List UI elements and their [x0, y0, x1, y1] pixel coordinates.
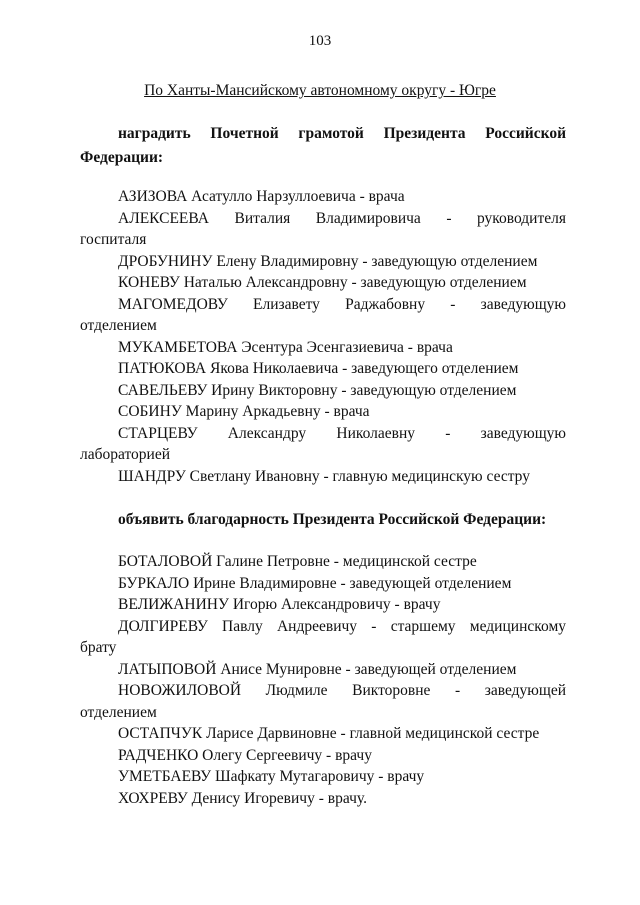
list-item-text: КОНЕВУ Наталью Александровну - заведующую отделением	[118, 274, 527, 291]
list-item-text: РАДЧЕНКО Олегу Сергеевичу - врачу	[118, 746, 372, 764]
list-item-text: УМЕТБАЕВУ Шафкату Мутагаровичу - врачу	[118, 768, 425, 785]
award-list	[80, 186, 566, 487]
list-item	[80, 423, 566, 466]
section-award-heading-line2: Федерации:	[80, 149, 164, 166]
list-item	[80, 337, 566, 359]
list-item-text: ХОХРЕВУ Денису Игоревичу - врачу.	[118, 789, 367, 807]
list-item	[80, 186, 566, 208]
list-item-text: СТАРЦЕВУ Александру Николаевну - заведующую	[118, 424, 566, 442]
list-item-text: АЛЕКСЕЕВА Виталия Владимировича - руководителя	[118, 209, 566, 227]
list-item	[80, 594, 566, 616]
list-item-continuation: отделением	[80, 317, 157, 334]
list-item	[80, 723, 566, 745]
region-heading: По Ханты-Мансийскому автономному округу - Югре	[144, 82, 496, 99]
list-item	[80, 208, 566, 251]
list-item	[80, 466, 566, 488]
list-item-text: БОТАЛОВОЙ Галине Петровне - медицинской сестре	[118, 553, 477, 570]
section-award-heading-line1: наградить Почетной грамотой Президента Российской	[118, 125, 566, 142]
list-item-text: СОБИНУ Марину Аркадьевну - врача	[118, 403, 370, 420]
list-item-text: БУРКАЛО Ирине Владимировне - заведующей отделением	[118, 574, 512, 592]
list-item	[80, 680, 566, 723]
list-item	[80, 573, 566, 595]
list-item-text: ПАТЮКОВА Якова Николаевича - заведующего отделением	[118, 360, 519, 377]
list-item	[80, 272, 566, 294]
list-item-continuation: госпиталя	[80, 231, 147, 248]
list-item-text: ЛАТЫПОВОЙ Анисе Мунировне - заведующей отделением	[118, 660, 517, 678]
list-item-text: ДОЛГИРЕВУ Павлу Андреевичу - старшему медицинскому	[118, 617, 566, 635]
list-item	[80, 380, 566, 402]
list-item	[80, 251, 566, 273]
list-item-text: ОСТАПЧУК Ларисе Дарвиновне - главной медицинской сестре	[118, 725, 540, 742]
list-item-text: МАГОМЕДОВУ Елизавету Раджабовну - заведующую	[118, 295, 566, 313]
list-item	[80, 294, 566, 337]
list-item-continuation: брату	[80, 639, 117, 656]
list-item-text: МУКАМБЕТОВА Эсентура Эсенгазиевича - врача	[118, 338, 453, 356]
list-item	[80, 401, 566, 423]
section-award-heading	[80, 122, 566, 170]
list-item	[80, 788, 566, 810]
list-item-continuation: отделением	[80, 703, 157, 721]
list-item	[80, 659, 566, 681]
list-item-text: ДРОБУНИНУ Елену Владимировну - заведующую отделением	[118, 252, 538, 270]
page-number: 103	[308, 33, 332, 49]
list-item	[80, 766, 566, 788]
list-item-text: САВЕЛЬЕВУ Ирину Викторовну - заведующую отделением	[118, 381, 517, 399]
section-gratitude-heading-line1: объявить благодарность Президента Российской Федерации:	[118, 511, 547, 528]
list-item-text: ВЕЛИЖАНИНУ Игорю Александровичу - врачу	[118, 596, 441, 613]
list-item	[80, 358, 566, 380]
list-item	[80, 616, 566, 659]
list-item-text: АЗИЗОВА Асатулло Нарзуллоевича - врача	[118, 188, 405, 205]
gratitude-list	[80, 551, 566, 809]
list-item	[80, 551, 566, 573]
list-item-text: НОВОЖИЛОВОЙ Людмиле Викторовне - заведующей	[118, 682, 566, 699]
list-item	[80, 745, 566, 767]
section-gratitude-heading	[80, 508, 566, 532]
list-item-text: ШАНДРУ Светлану Ивановну - главную медицинскую сестру	[118, 467, 530, 485]
list-item-continuation: лабораторией	[80, 446, 171, 463]
